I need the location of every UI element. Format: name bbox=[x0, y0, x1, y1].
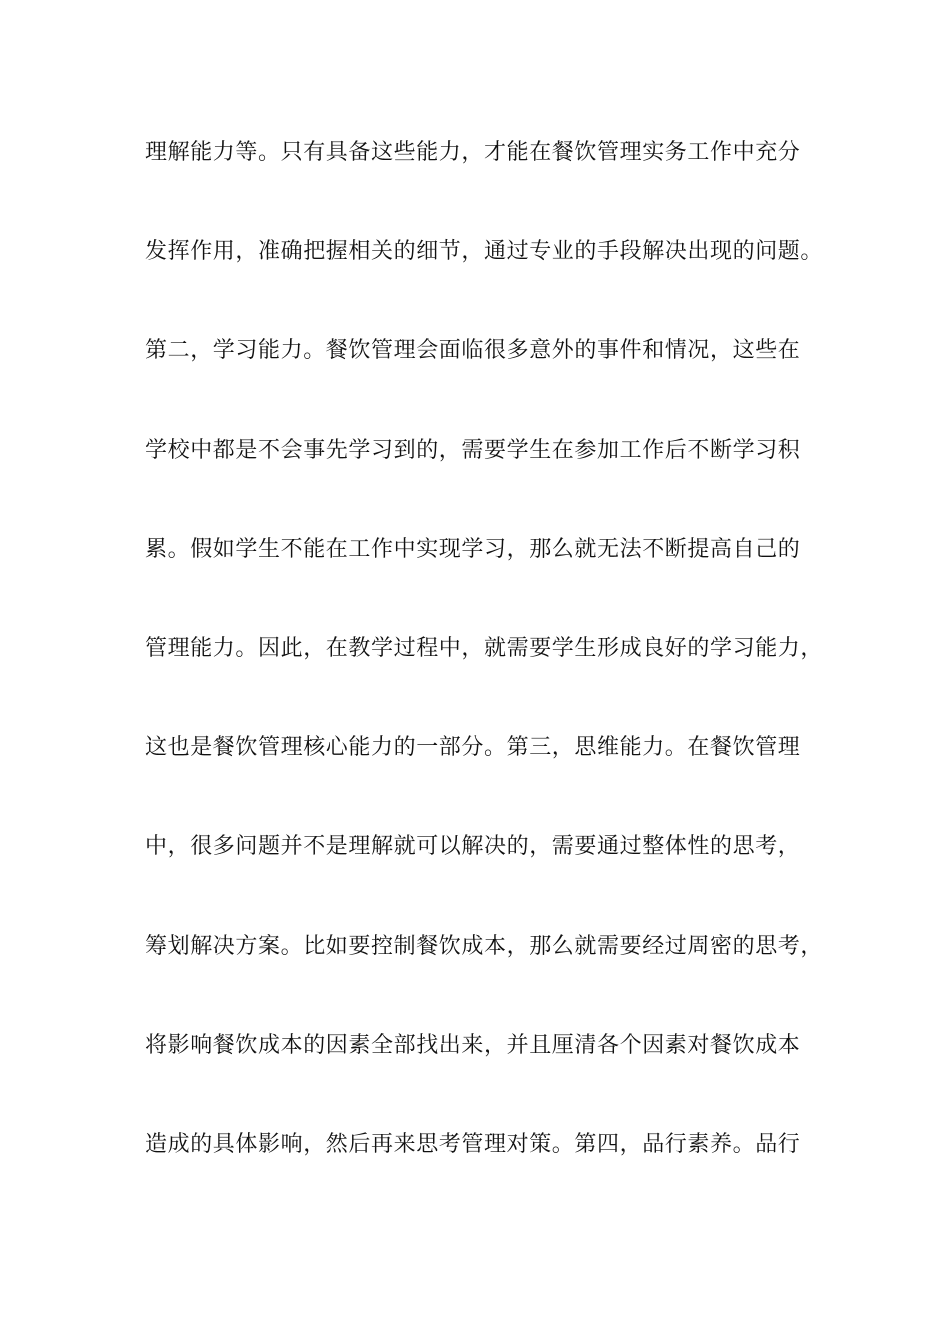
text-line: 学校中都是不会事先学习到的，需要学生在参加工作后不断学习积 bbox=[145, 438, 801, 463]
text-line: 发挥作用，准确把握相关的细节，通过专业的手段解决出现的问题。 bbox=[145, 239, 824, 264]
text-line: 理解能力等。只有具备这些能力，才能在餐饮管理实务工作中充分 bbox=[145, 140, 801, 165]
text-line: 中，很多问题并不是理解就可以解决的，需要通过整体性的思考， bbox=[145, 834, 801, 859]
text-line: 累。假如学生不能在工作中实现学习，那么就无法不断提高自己的 bbox=[145, 537, 801, 562]
text-line: 造成的具体影响，然后再来思考管理对策。第四，品行素养。品行 bbox=[145, 1132, 801, 1157]
text-line: 筹划解决方案。比如要控制餐饮成本，那么就需要经过周密的思考， bbox=[145, 934, 824, 959]
text-line: 这也是餐饮管理核心能力的一部分。第三，思维能力。在餐饮管理 bbox=[145, 735, 801, 760]
text-line: 管理能力。因此，在教学过程中，就需要学生形成良好的学习能力， bbox=[145, 636, 824, 661]
text-line: 第二，学习能力。餐饮管理会面临很多意外的事件和情况，这些在 bbox=[145, 338, 801, 363]
text-line: 将影响餐饮成本的因素全部找出来，并且厘清各个因素对餐饮成本 bbox=[145, 1033, 801, 1058]
